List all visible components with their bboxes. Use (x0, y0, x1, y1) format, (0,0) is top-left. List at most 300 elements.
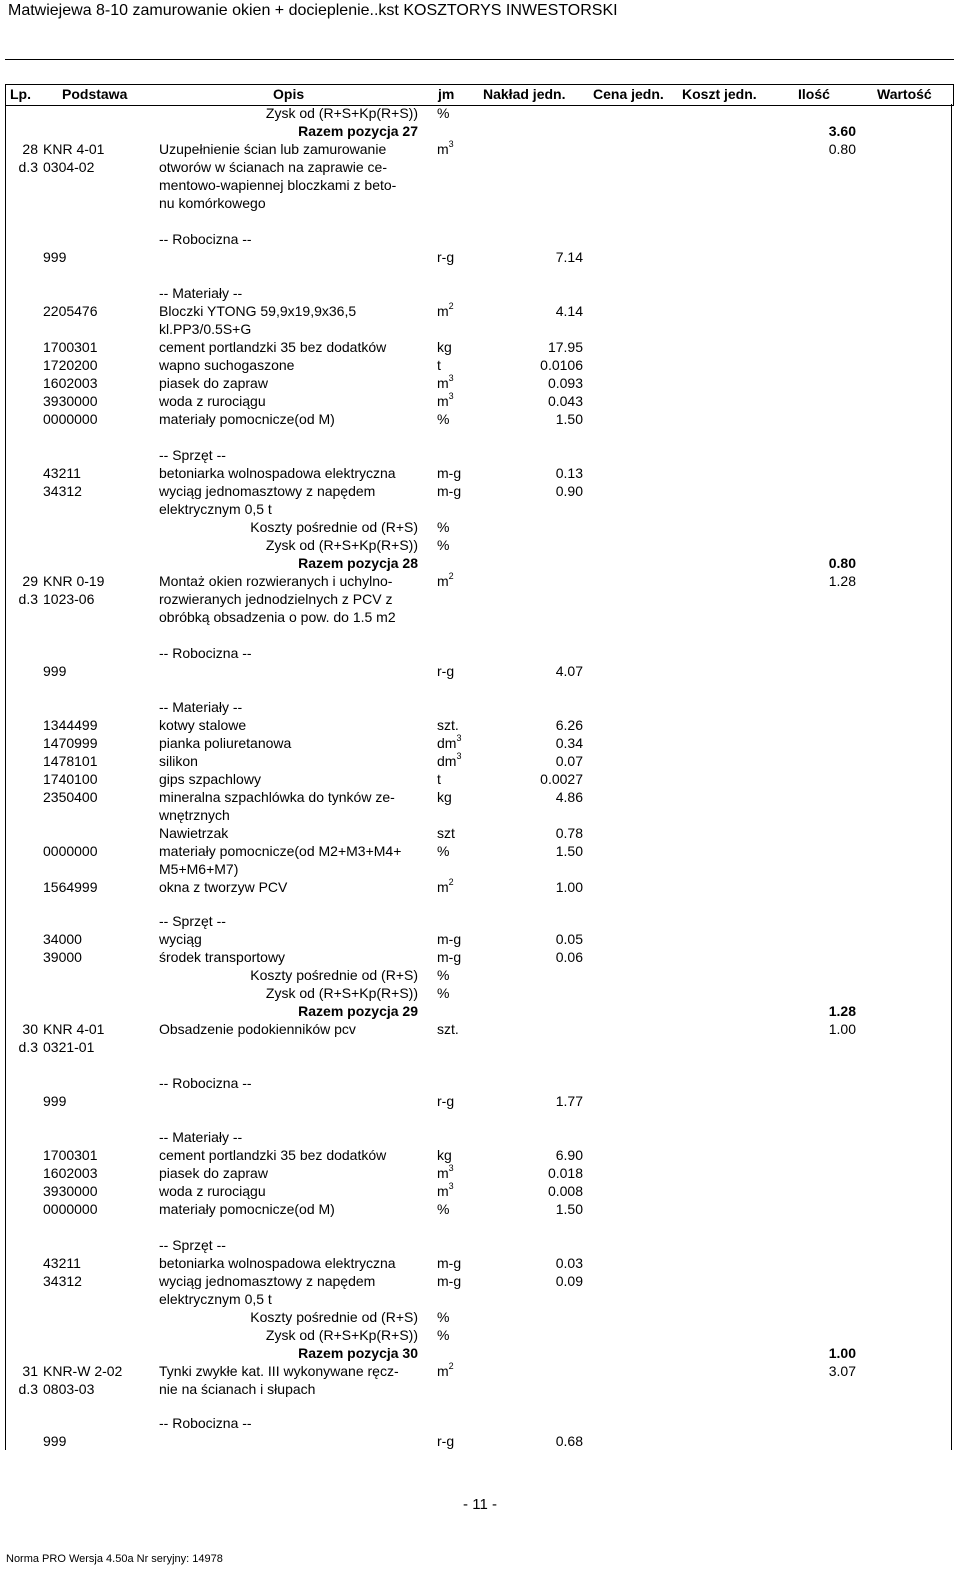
header-podstawa: Podstawa (62, 86, 128, 102)
table-row (0, 410, 960, 428)
cell-naklad: 0.043 (547, 393, 583, 409)
cell-jm-exponent: 3 (448, 1163, 454, 1173)
cell-opis: -- Robocizna -- (159, 1415, 252, 1431)
cell-jm (437, 930, 461, 948)
cell-ilosc: 3.07 (828, 1363, 856, 1379)
cell-jm (437, 1362, 454, 1380)
cell-jm-base: m (437, 1165, 449, 1181)
table-row (0, 878, 960, 896)
cell-opis: Uzupełnienie ścian lub zamurowanie (159, 141, 387, 157)
cell-unit: % (437, 1327, 450, 1343)
cell-jm (437, 482, 461, 500)
header-cena: Cena jedn. (593, 86, 664, 102)
cell-opis: piasek do zapraw (159, 1165, 268, 1181)
cell-unit: % (437, 985, 450, 1001)
cell-summary-label: Razem pozycja 27 (298, 123, 418, 139)
header-jm: jm (438, 86, 455, 102)
table-row (0, 248, 960, 266)
table-row (0, 966, 960, 984)
cell-opis: Tynki zwykłe kat. III wykonywane ręcz- (159, 1363, 399, 1379)
cell-summary-label: Razem pozycja 30 (298, 1345, 418, 1361)
cell-opis: -- Sprzęt -- (159, 1237, 226, 1253)
table-row (0, 140, 960, 158)
cell-unit: % (437, 537, 450, 553)
cell-podstawa: 1602003 (43, 375, 98, 391)
table-row (0, 1074, 960, 1092)
cell-jm-base: dm (437, 735, 457, 751)
cell-lp: d.3 (18, 591, 38, 607)
cell-podstawa: 999 (43, 1093, 67, 1109)
cell-opis: Nawietrzak (159, 825, 229, 841)
table-row (0, 446, 960, 464)
table-row (0, 176, 960, 194)
header-opis: Opis (273, 86, 305, 102)
cell-opis: Bloczki YTONG 59,9x19,9x36,5 (159, 303, 357, 319)
cell-jm-base: m-g (437, 1255, 462, 1271)
header-naklad: Nakład jedn. (483, 86, 566, 102)
cell-jm-base: % (437, 1201, 450, 1217)
cell-summary-label: Razem pozycja 29 (298, 1003, 418, 1019)
table-row (0, 230, 960, 248)
cell-jm (437, 734, 461, 752)
cell-podstawa: 1720200 (43, 357, 98, 373)
cell-opis: mentowo-wapiennej bloczkami z beto- (159, 177, 397, 193)
cell-jm (437, 1146, 452, 1164)
cell-jm-base: t (437, 771, 441, 787)
table-row (0, 500, 960, 518)
cell-jm (437, 356, 441, 374)
cell-opis: -- Sprzęt -- (159, 447, 226, 463)
cell-podstawa: 1478101 (43, 753, 98, 769)
cell-opis: rozwieranych jednodzielnych z PCV z (159, 591, 393, 607)
table-row (0, 1092, 960, 1110)
cell-jm (437, 1272, 461, 1290)
cell-podstawa: KNR 4-01 (43, 1021, 105, 1037)
cell-ilosc: 1.28 (828, 1003, 856, 1019)
table-row (0, 1146, 960, 1164)
cell-naklad: 4.14 (555, 303, 583, 319)
cell-opis: otworów w ścianach na zaprawie ce- (159, 159, 387, 175)
cell-jm (437, 392, 454, 410)
cell-summary-label: Koszty pośrednie od (R+S) (250, 519, 418, 535)
table-row (0, 158, 960, 176)
cell-podstawa: 3930000 (43, 1183, 98, 1199)
table-row (0, 644, 960, 662)
cell-jm (437, 140, 454, 158)
cell-naklad: 0.06 (555, 949, 583, 965)
cell-opis: Montaż okien rozwieranych i uchylno- (159, 573, 393, 589)
cell-podstawa: 1023-06 (43, 591, 95, 607)
cell-podstawa: 0321-01 (43, 1039, 95, 1055)
cell-jm (437, 842, 449, 860)
table-row (0, 554, 960, 572)
cell-opis: silikon (159, 753, 198, 769)
cell-podstawa: 1470999 (43, 735, 98, 751)
cell-jm-base: r-g (437, 249, 455, 265)
cell-opis: betoniarka wolnospadowa elektryczna (159, 465, 396, 481)
table-row (0, 1020, 960, 1038)
cell-podstawa: 1602003 (43, 1165, 98, 1181)
cell-naklad: 0.05 (555, 931, 583, 947)
cell-jm-exponent: 3 (456, 751, 462, 761)
cell-podstawa: 43211 (43, 465, 81, 481)
table-row (0, 860, 960, 878)
cell-jm (437, 824, 455, 842)
cell-opis: wnętrznych (159, 807, 230, 823)
cell-naklad: 1.77 (555, 1093, 583, 1109)
cell-jm (437, 788, 452, 806)
cell-naklad: 4.07 (555, 663, 583, 679)
cell-ilosc: 1.00 (828, 1021, 856, 1037)
table-row (0, 320, 960, 338)
cell-jm (437, 878, 454, 896)
cell-jm (437, 770, 441, 788)
cell-jm-base: m-g (437, 1273, 462, 1289)
cell-naklad: 0.13 (555, 465, 583, 481)
cell-opis: wapno suchogaszone (159, 357, 295, 373)
table-row (0, 806, 960, 824)
cell-jm-base: m (437, 375, 449, 391)
cell-jm (437, 338, 452, 356)
cell-podstawa: 0000000 (43, 1201, 98, 1217)
cell-jm-base: m-g (437, 465, 462, 481)
cell-jm-exponent: 3 (448, 391, 454, 401)
document-title: Matwiejewa 8-10 zamurowanie okien + docieplenie..kst KOSZTORYS INWESTORSKI (8, 2, 618, 19)
table-row (0, 1326, 960, 1344)
cell-jm (437, 752, 461, 770)
table-row (0, 698, 960, 716)
cell-opis: nie na ścianach i słupach (159, 1381, 316, 1397)
table-row (0, 374, 960, 392)
cell-unit: % (437, 967, 450, 983)
cell-naklad: 0.0106 (540, 357, 583, 373)
cell-podstawa: 999 (43, 249, 67, 265)
cell-jm-exponent: 2 (448, 571, 454, 581)
cell-opis: cement portlandzki 35 bez dodatków (159, 339, 387, 355)
cell-podstawa: 34000 (43, 931, 82, 947)
cell-naklad: 6.26 (555, 717, 583, 733)
cell-opis: obróbką obsadzenia o pow. do 1.5 m2 (159, 609, 396, 625)
cell-opis: materiały pomocnicze(od M2+M3+M4+ (159, 843, 402, 859)
cell-opis: kotwy stalowe (159, 717, 247, 733)
cell-jm-base: kg (437, 339, 452, 355)
cell-opis: -- Robocizna -- (159, 231, 252, 247)
cell-podstawa: 1344499 (43, 717, 98, 733)
cell-naklad: 6.90 (555, 1147, 583, 1163)
cell-opis: materiały pomocnicze(od M) (159, 411, 335, 427)
table-row (0, 1182, 960, 1200)
table-row (0, 1236, 960, 1254)
cell-naklad: 17.95 (547, 339, 583, 355)
header-koszt: Koszt jedn. (682, 86, 757, 102)
table-row (0, 1432, 960, 1450)
table-row (0, 752, 960, 770)
cell-lp: d.3 (18, 1381, 38, 1397)
cell-naklad: 0.07 (555, 753, 583, 769)
table-row (0, 1002, 960, 1020)
cell-podstawa: 999 (43, 1433, 67, 1449)
table-row (0, 1038, 960, 1056)
cell-opis: -- Materiały -- (159, 699, 243, 715)
cell-ilosc: 0.80 (828, 141, 856, 157)
cell-opis: mineralna szpachlówka do tynków ze- (159, 789, 395, 805)
cell-opis: wyciąg jednomasztowy z napędem (159, 1273, 376, 1289)
cell-jm-exponent: 2 (448, 877, 454, 887)
cell-podstawa: 39000 (43, 949, 82, 965)
cell-jm (437, 1020, 459, 1038)
table-row (0, 1344, 960, 1362)
cell-podstawa: KNR-W 2-02 (43, 1363, 123, 1379)
cell-naklad: 1.50 (555, 1201, 583, 1217)
cell-naklad: 0.09 (555, 1273, 583, 1289)
table-row (0, 1362, 960, 1380)
cell-naklad: 0.78 (555, 825, 583, 841)
cell-jm (437, 248, 454, 266)
cell-jm-base: m (437, 141, 449, 157)
table-row (0, 590, 960, 608)
cell-naklad: 0.018 (547, 1165, 583, 1181)
cell-naklad: 0.093 (547, 375, 583, 391)
cell-opis: woda z rurociągu (159, 1183, 266, 1199)
cell-jm-exponent: 2 (448, 1361, 454, 1371)
table-row (0, 1290, 960, 1308)
cell-summary-label: Zysk od (R+S+Kp(R+S)) (265, 985, 418, 1001)
table-row (0, 1128, 960, 1146)
table-row (0, 194, 960, 212)
table-row (0, 284, 960, 302)
cell-summary-label: Zysk od (R+S+Kp(R+S)) (265, 537, 418, 553)
cell-summary-label: Koszty pośrednie od (R+S) (250, 967, 418, 983)
cell-unit: % (437, 519, 450, 535)
cell-podstawa: 0803-03 (43, 1381, 95, 1397)
cell-jm-base: m (437, 393, 449, 409)
cell-summary-label: Razem pozycja 28 (298, 555, 418, 571)
table-row (0, 104, 960, 122)
cell-podstawa: 0304-02 (43, 159, 95, 175)
cell-summary-label: Zysk od (R+S+Kp(R+S)) (265, 105, 418, 121)
cell-jm-base: r-g (437, 1093, 455, 1109)
table-row (0, 572, 960, 590)
table-row (0, 1164, 960, 1182)
cell-ilosc: 0.80 (828, 555, 856, 571)
cell-summary-label: Koszty pośrednie od (R+S) (250, 1309, 418, 1325)
table-row (0, 482, 960, 500)
cell-lp: d.3 (18, 1039, 38, 1055)
cell-podstawa: 0000000 (43, 411, 98, 427)
cell-jm (437, 1432, 454, 1450)
cell-jm-base: m (437, 1363, 449, 1379)
cell-jm-base: szt (437, 825, 455, 841)
cell-opis: M5+M6+M7) (159, 861, 239, 877)
cell-opis: -- Robocizna -- (159, 1075, 252, 1091)
table-row (0, 608, 960, 626)
cell-jm (437, 410, 449, 428)
cell-opis: -- Materiały -- (159, 285, 243, 301)
cell-opis: środek transportowy (159, 949, 286, 965)
cell-naklad: 1.00 (555, 879, 583, 895)
page-number: - 11 - (463, 1496, 497, 1513)
cell-jm-base: szt. (437, 717, 459, 733)
table-row (0, 770, 960, 788)
cell-summary-label: Zysk od (R+S+Kp(R+S)) (265, 1327, 418, 1343)
cell-opis: materiały pomocnicze(od M) (159, 1201, 335, 1217)
table-row (0, 1380, 960, 1398)
cell-jm-exponent: 3 (448, 1181, 454, 1191)
cell-podstawa: KNR 4-01 (43, 141, 105, 157)
cell-ilosc: 1.00 (828, 1345, 856, 1361)
cell-jm (437, 1254, 461, 1272)
header-ilosc: Ilość (798, 86, 830, 102)
table-row (0, 1272, 960, 1290)
cell-jm-exponent: 2 (448, 301, 454, 311)
cell-lp: 31 (22, 1363, 38, 1379)
cell-jm-exponent: 3 (456, 733, 462, 743)
cell-podstawa: 1564999 (43, 879, 98, 895)
cell-naklad: 0.34 (555, 735, 583, 751)
cell-jm-base: m-g (437, 949, 462, 965)
cell-jm-base: t (437, 357, 441, 373)
cell-podstawa: 0000000 (43, 843, 98, 859)
cell-jm (437, 302, 454, 320)
table-row (0, 122, 960, 140)
software-footer: Norma PRO Wersja 4.50a Nr seryjny: 14978 (6, 1553, 223, 1565)
cell-jm-base: kg (437, 1147, 452, 1163)
cell-naklad: 4.86 (555, 789, 583, 805)
cell-opis: -- Sprzęt -- (159, 913, 226, 929)
cell-opis: Obsadzenie podokienników pcv (159, 1021, 356, 1037)
cell-opis: kl.PP3/0.5S+G (159, 321, 252, 337)
table-row (0, 1254, 960, 1272)
cell-opis: woda z rurociągu (159, 393, 266, 409)
cell-opis: gips szpachlowy (159, 771, 261, 787)
cell-naklad: 1.50 (555, 411, 583, 427)
cell-opis: piasek do zapraw (159, 375, 268, 391)
cell-podstawa: 1700301 (43, 1147, 98, 1163)
cell-jm-base: m (437, 573, 449, 589)
cell-jm-base: m (437, 1183, 449, 1199)
header-wartosc: Wartość (877, 86, 932, 102)
cell-jm (437, 1164, 454, 1182)
cell-jm (437, 662, 454, 680)
cell-jm-base: m-g (437, 483, 462, 499)
table-row (0, 536, 960, 554)
cell-naklad: 7.14 (555, 249, 583, 265)
cell-podstawa: 999 (43, 663, 67, 679)
cell-podstawa: 2205476 (43, 303, 98, 319)
cell-unit: % (437, 105, 450, 121)
table-row (0, 356, 960, 374)
table-row (0, 1200, 960, 1218)
cell-podstawa: 34312 (43, 483, 82, 499)
cell-podstawa: 1700301 (43, 339, 98, 355)
cell-naklad: 0.0027 (540, 771, 583, 787)
cell-jm-exponent: 3 (448, 373, 454, 383)
table-row (0, 930, 960, 948)
table-row (0, 392, 960, 410)
table-row (0, 518, 960, 536)
table-row (0, 734, 960, 752)
cell-naklad: 0.008 (547, 1183, 583, 1199)
table-row (0, 842, 960, 860)
cell-jm-base: szt. (437, 1021, 459, 1037)
table-row (0, 302, 960, 320)
cell-naklad: 0.90 (555, 483, 583, 499)
table-row (0, 716, 960, 734)
cell-lp: d.3 (18, 159, 38, 175)
cell-opis: nu komórkowego (159, 195, 266, 211)
cell-jm (437, 374, 454, 392)
cell-podstawa: 3930000 (43, 393, 98, 409)
cell-naklad: 0.68 (555, 1433, 583, 1449)
table-row (0, 1414, 960, 1432)
cell-jm (437, 1200, 449, 1218)
cell-jm (437, 572, 454, 590)
cell-opis: elektrycznym 0,5 t (159, 501, 272, 517)
cell-podstawa: 43211 (43, 1255, 81, 1271)
cell-jm (437, 1092, 454, 1110)
cell-jm (437, 948, 461, 966)
top-rule (5, 59, 954, 60)
cell-opis: -- Robocizna -- (159, 645, 252, 661)
table-row (0, 912, 960, 930)
cell-naklad: 0.03 (555, 1255, 583, 1271)
header-lp: Lp. (10, 86, 31, 102)
table-row (0, 338, 960, 356)
cell-jm-base: dm (437, 753, 457, 769)
cell-jm-base: r-g (437, 1433, 455, 1449)
cell-opis: pianka poliuretanowa (159, 735, 292, 751)
cell-jm (437, 464, 461, 482)
cell-jm-base: m-g (437, 931, 462, 947)
cell-podstawa: KNR 0-19 (43, 573, 105, 589)
cell-podstawa: 2350400 (43, 789, 98, 805)
cell-opis: elektrycznym 0,5 t (159, 1291, 272, 1307)
cell-lp: 30 (22, 1021, 38, 1037)
table-row (0, 788, 960, 806)
table-row (0, 948, 960, 966)
cell-jm-base: kg (437, 789, 452, 805)
table-row (0, 824, 960, 842)
cell-jm-base: % (437, 411, 450, 427)
table-row (0, 1308, 960, 1326)
cell-lp: 29 (22, 573, 38, 589)
table-header (5, 84, 954, 106)
cell-jm-base: m (437, 879, 449, 895)
table-row (0, 662, 960, 680)
cell-jm-base: m (437, 303, 449, 319)
cell-jm-base: r-g (437, 663, 455, 679)
cell-ilosc: 3.60 (828, 123, 856, 139)
cell-opis: wyciąg jednomasztowy z napędem (159, 483, 376, 499)
cell-ilosc: 1.28 (828, 573, 856, 589)
cell-unit: % (437, 1309, 450, 1325)
cell-opis: betoniarka wolnospadowa elektryczna (159, 1255, 396, 1271)
cell-jm (437, 1182, 454, 1200)
table-row (0, 464, 960, 482)
cell-opis: wyciąg (159, 931, 202, 947)
cell-podstawa: 34312 (43, 1273, 82, 1289)
cell-jm-exponent: 3 (448, 139, 454, 149)
cell-lp: 28 (22, 141, 38, 157)
cell-jm-base: % (437, 843, 450, 859)
cell-opis: cement portlandzki 35 bez dodatków (159, 1147, 387, 1163)
cell-naklad: 1.50 (555, 843, 583, 859)
cell-jm (437, 716, 459, 734)
cell-opis: okna z tworzyw PCV (159, 879, 288, 895)
cell-podstawa: 1740100 (43, 771, 98, 787)
table-row (0, 984, 960, 1002)
cell-opis: -- Materiały -- (159, 1129, 243, 1145)
